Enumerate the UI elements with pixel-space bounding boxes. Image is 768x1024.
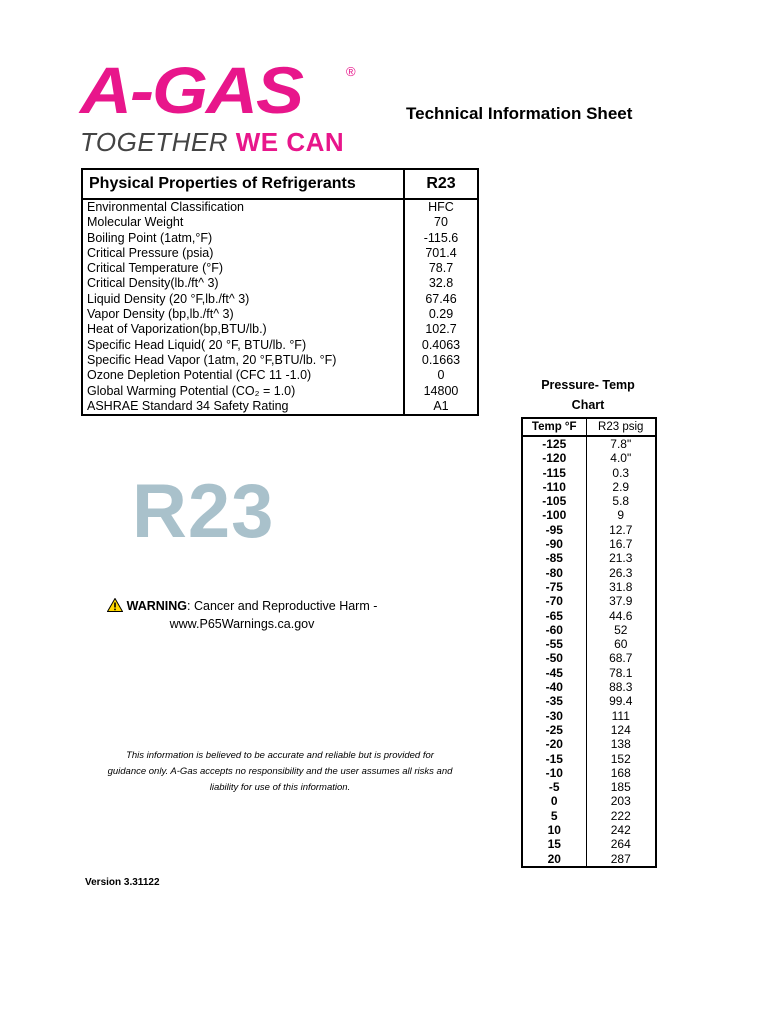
disclaimer-line-1: This information is believed to be accurate and reliable but is provided for [126, 750, 434, 761]
pt-row [522, 666, 656, 680]
pt-title-line-2: Chart [571, 398, 605, 412]
pt-row [522, 837, 656, 851]
property-label: ASHRAE Standard 34 Safety Rating [87, 398, 289, 413]
pt-row [522, 494, 656, 508]
property-label: Specific Head Vapor (1atm, 20 °F,BTU/lb. °F) [87, 352, 337, 367]
product-column-header: R23 [404, 169, 478, 199]
pt-psig-cell: 0.3 [612, 465, 630, 480]
pt-psig-cell: 60 [614, 637, 628, 652]
pt-header-row [522, 418, 656, 436]
property-value: 0.29 [404, 307, 478, 322]
tagline-together: TOGETHER [80, 127, 228, 157]
warning-line-1 [92, 597, 392, 615]
pt-temp-cell: -95 [522, 523, 586, 537]
pt-temp-cell: -115 [522, 466, 586, 480]
disclaimer [80, 748, 480, 796]
pt-row [522, 809, 656, 823]
properties-header: Physical Properties of Refrigerants [82, 169, 404, 199]
pt-title-line-1: Pressure- Temp [541, 378, 635, 392]
registered-mark: ® [346, 64, 356, 79]
pt-row [522, 623, 656, 637]
pt-temp-cell: -90 [522, 537, 586, 551]
pt-psig-cell: 203 [610, 794, 631, 809]
property-row [82, 215, 478, 230]
pt-temp-cell: -40 [522, 680, 586, 694]
pt-row [522, 680, 656, 694]
physical-properties-table [81, 168, 479, 416]
pt-row [522, 566, 656, 580]
pt-psig-cell: 2.9 [612, 479, 630, 494]
pt-psig-cell: 37.9 [609, 594, 633, 609]
pt-row [522, 737, 656, 751]
pt-psig-cell: 52 [614, 622, 628, 637]
pt-row [522, 436, 656, 451]
pt-row [522, 451, 656, 465]
pt-row [522, 694, 656, 708]
pt-row [522, 609, 656, 623]
pt-temp-cell: -10 [522, 766, 586, 780]
property-row [82, 231, 478, 246]
property-label: Ozone Depletion Potential (CFC 11 -1.0) [87, 368, 312, 383]
pt-temp-cell: 15 [522, 837, 586, 851]
pt-psig-cell: 287 [610, 851, 631, 866]
pt-temp-cell: 0 [522, 794, 586, 808]
property-value: 67.46 [404, 292, 478, 307]
pt-psig-cell: 99.4 [609, 694, 633, 709]
pt-row [522, 794, 656, 808]
pt-temp-cell: -70 [522, 594, 586, 608]
property-row [82, 338, 478, 353]
properties-header-row [82, 169, 478, 199]
tagline-we-can: WE CAN [235, 127, 345, 157]
disclaimer-line-2: guidance only. A-Gas accepts no responsibility and the user assumes all risks and [107, 766, 453, 777]
property-row [82, 276, 478, 291]
pt-temp-cell: -80 [522, 566, 586, 580]
pt-psig-cell: 152 [610, 751, 631, 766]
pt-temp-cell: -15 [522, 752, 586, 766]
pt-psig-cell: 9 [617, 508, 625, 523]
pt-temp-cell: -5 [522, 780, 586, 794]
pt-psig-cell: 16.7 [609, 537, 633, 552]
pt-row [522, 580, 656, 594]
property-label: Global Warming Potential (CO₂ = 1.0) [87, 383, 296, 398]
pt-temp-cell: -125 [522, 436, 586, 451]
property-label: Critical Temperature (°F) [87, 261, 224, 276]
pt-row [522, 637, 656, 651]
pt-body [522, 436, 656, 867]
property-value: -115.6 [404, 231, 478, 246]
property-row [82, 246, 478, 261]
pt-psig-cell: 5.8 [612, 494, 630, 509]
property-value: HFC [404, 199, 478, 215]
properties-body [82, 199, 478, 415]
property-value: 14800 [404, 384, 478, 399]
property-row [82, 353, 478, 368]
warning-triangle-icon [107, 598, 123, 612]
pt-temp-cell: -20 [522, 737, 586, 751]
property-row [82, 322, 478, 337]
property-value: 0.4063 [404, 338, 478, 353]
pt-temp-cell: -55 [522, 637, 586, 651]
pt-row [522, 752, 656, 766]
logo-tagline [80, 128, 344, 156]
pt-psig-cell: 4.0" [610, 451, 632, 466]
pt-psig-cell: 242 [610, 823, 631, 838]
pt-psig-cell: 44.6 [609, 608, 633, 623]
pt-temp-cell: -45 [522, 666, 586, 680]
pt-row [522, 651, 656, 665]
property-label: Vapor Density (bp,lb./ft^ 3) [87, 307, 234, 322]
pt-temp-cell: -100 [522, 508, 586, 522]
pt-temp-cell: 20 [522, 852, 586, 867]
property-label: Boiling Point (1atm,°F) [87, 230, 213, 245]
version-label: Version 3.31122 [85, 877, 160, 888]
property-value: 0.1663 [404, 353, 478, 368]
pt-row [522, 508, 656, 522]
pressure-temp-chart-title [522, 375, 654, 415]
sheet-title: Technical Information Sheet [406, 104, 633, 123]
pt-psig-cell: 168 [610, 765, 631, 780]
logo-wordmark: A-GAS [80, 54, 302, 128]
property-row [82, 399, 478, 415]
property-value: A1 [404, 399, 478, 415]
pt-temp-cell: -85 [522, 551, 586, 565]
property-row [82, 292, 478, 307]
pt-psig-cell: 12.7 [609, 522, 633, 537]
pt-temp-cell: 5 [522, 809, 586, 823]
pt-psig-cell: 138 [610, 737, 631, 752]
pt-row [522, 480, 656, 494]
pt-psig-cell: 222 [610, 808, 631, 823]
pt-psig-cell: 185 [610, 780, 631, 795]
a-gas-logo [80, 54, 380, 158]
disclaimer-line-3: liability for use of this information. [209, 782, 351, 793]
pt-temp-cell: -25 [522, 723, 586, 737]
property-row [82, 368, 478, 383]
pt-psig-cell: 31.8 [609, 579, 633, 594]
pt-psig-cell: 78.1 [609, 665, 633, 680]
pt-psig-cell: 88.3 [609, 680, 633, 695]
warning-url: www.P65Warnings.ca.gov [169, 617, 315, 631]
pt-row [522, 594, 656, 608]
pt-row [522, 523, 656, 537]
warning-label: WARNING [126, 599, 188, 613]
pt-temp-cell: -30 [522, 709, 586, 723]
pt-row [522, 537, 656, 551]
property-value: 70 [404, 215, 478, 230]
property-label: Heat of Vaporization(bp,BTU/lb.) [87, 322, 267, 337]
pt-temp-cell: -50 [522, 651, 586, 665]
property-value: 102.7 [404, 322, 478, 337]
pt-psig-cell: 68.7 [609, 651, 633, 666]
property-value: 78.7 [404, 261, 478, 276]
property-value: 0 [404, 368, 478, 383]
pt-row [522, 766, 656, 780]
pt-temp-cell: -65 [522, 609, 586, 623]
pt-row [522, 780, 656, 794]
product-name-large: R23 [132, 469, 275, 554]
property-label: Critical Density(lb./ft^ 3) [87, 276, 219, 291]
property-row [82, 307, 478, 322]
pt-temp-cell: -75 [522, 580, 586, 594]
pt-temp-cell: -120 [522, 451, 586, 465]
prop65-warning [92, 597, 392, 633]
property-label: Molecular Weight [87, 215, 184, 230]
property-value: 701.4 [404, 246, 478, 261]
pt-psig-cell: 124 [610, 722, 631, 737]
pt-psig-cell: 264 [610, 837, 631, 852]
pressure-temp-table [521, 417, 657, 868]
psig-column-header: R23 psig [586, 418, 656, 436]
pt-psig-cell: 26.3 [609, 565, 633, 580]
property-label: Specific Head Liquid( 20 °F, BTU/lb. °F) [87, 337, 307, 352]
pt-psig-cell: 21.3 [609, 551, 633, 566]
pt-temp-cell: 10 [522, 823, 586, 837]
property-label: Critical Pressure (psia) [87, 245, 214, 260]
property-label: Environmental Classification [87, 200, 245, 214]
property-row [82, 384, 478, 399]
pt-row [522, 723, 656, 737]
pt-row [522, 551, 656, 565]
pt-row [522, 466, 656, 480]
property-value: 32.8 [404, 276, 478, 291]
pt-temp-cell: -60 [522, 623, 586, 637]
warning-text: : Cancer and Reproductive Harm - [187, 599, 378, 613]
pt-temp-cell: -35 [522, 694, 586, 708]
property-row [82, 199, 478, 215]
temp-column-header: Temp °F [522, 418, 586, 436]
pt-psig-cell: 7.8" [610, 437, 632, 451]
pt-temp-cell: -110 [522, 480, 586, 494]
pt-row [522, 709, 656, 723]
pt-row [522, 852, 656, 867]
pt-temp-cell: -105 [522, 494, 586, 508]
property-row [82, 261, 478, 276]
pt-row [522, 823, 656, 837]
property-label: Liquid Density (20 °F,lb./ft^ 3) [87, 291, 250, 306]
pt-psig-cell: 111 [611, 708, 630, 723]
